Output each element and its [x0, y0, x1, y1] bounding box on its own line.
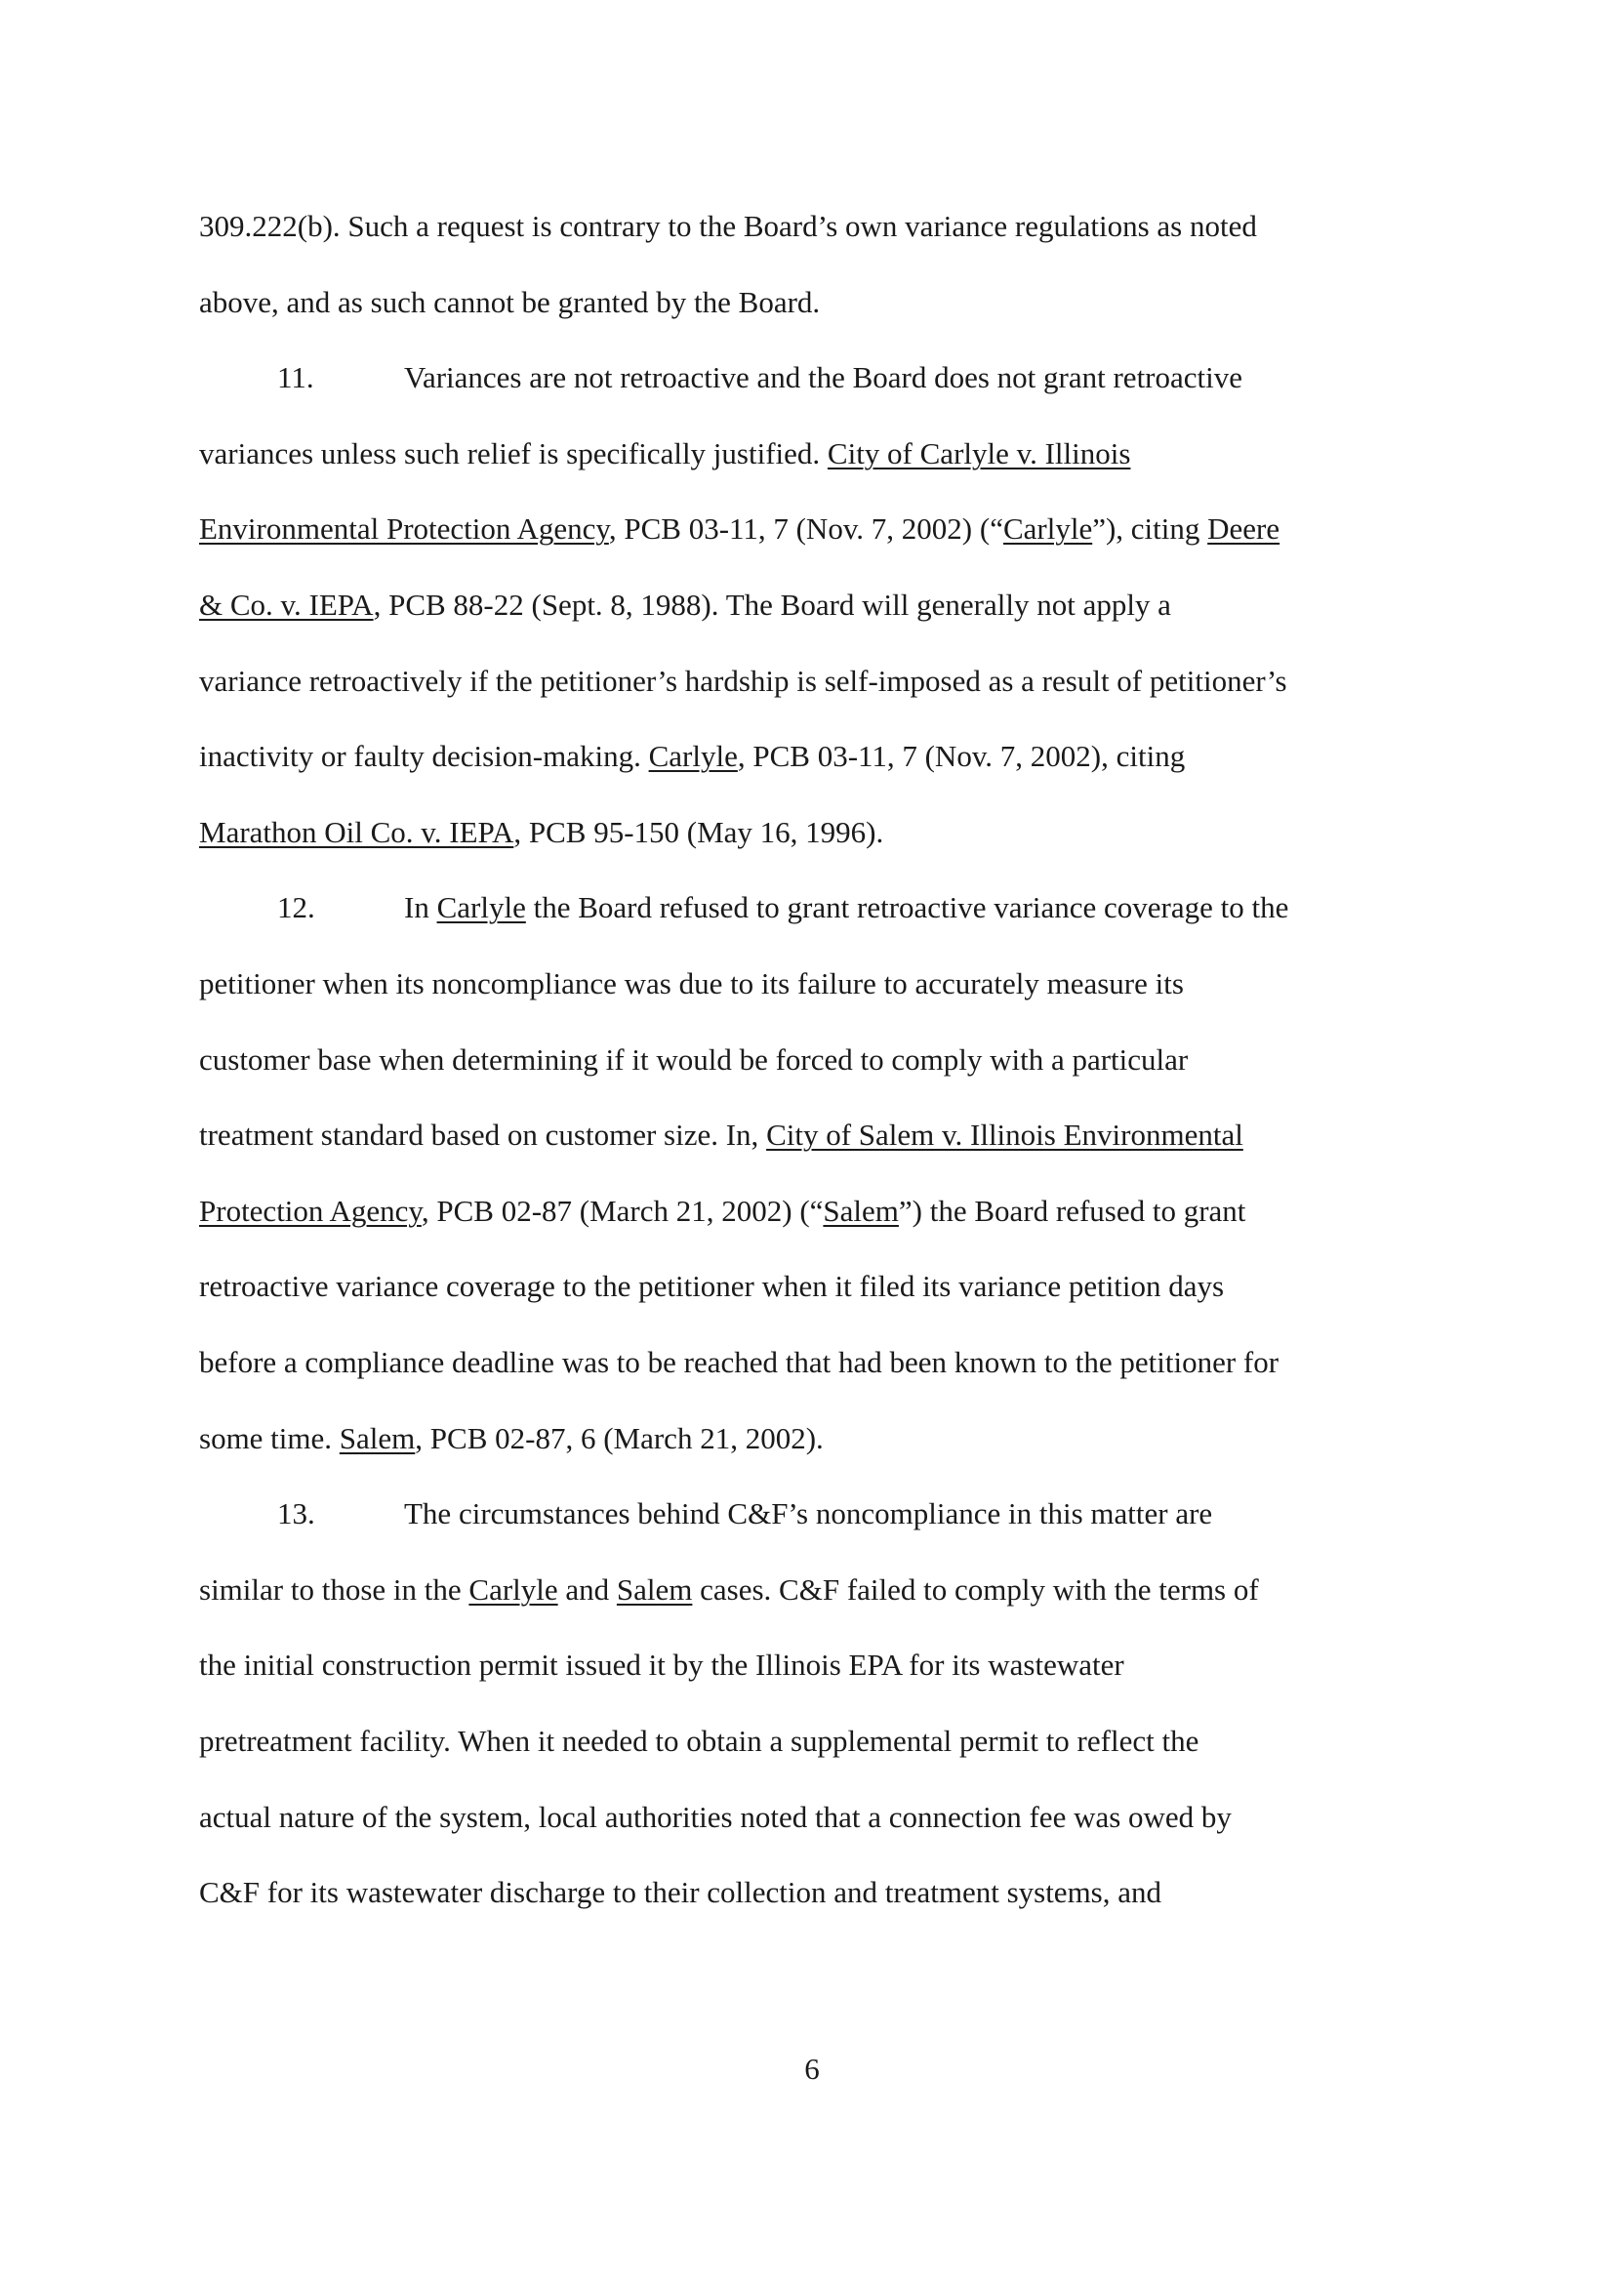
text-run: some time. — [199, 1421, 340, 1455]
case-citation: Carlyle — [1002, 511, 1093, 546]
document-page: 309.222(b). Such a request is contrary to the Board’s own variance regulations as noted above, and as such cannot be granted by the Board. 11. Variances are not retroactive and the Board does not grant retroactive variances unless such relief is specifically justified. City of Carlyle v. Illinois Environmental Protection Agency, PCB 03-11, 7 (Nov. 7, 2002) (“Carlyle”), citing Deere & Co. v. IEPA, PCB 88-22 (Sept. 8, 1988). The Board will generally not apply a variance retroactively if the petitioner’s hardship is self-imposed as a result of petitioner’s inactivity or faulty decision-making. Carlyle, PCB 03-11, 7 (Nov. 7, 2002), citing Marathon Oil Co. v. IEPA, PCB 95-150 (May 16, 1996). 12. In Carlyle the Board refused to grant retroactive variance coverage to the petitioner when its noncompliance was due to its failure to accurately measure its customer base when determining if it would be forced to comply with a particular treatment standard based on customer size. In, City of Salem v. Illinois Environmental Protection Agency, PCB 02-87 (March 21, 2002) (“Salem”) the Board refused to grant retroactive variance coverage to the petitioner when it filed its variance petition days before a compliance deadline was to be reached that had been known to the petitioner for some time. Salem, PCB 02-87, 6 (March 21, 2002). 13. The circumstances behind C&F’s noncompliance in this matter are similar to those in the Carlyle and Salem cases. C&F failed to comply with the terms of the initial construction permit issued it by the Illinois EPA for its wastewater pretreatment facility. When it needed to obtain a supplemental permit to reflect the actual nature of the system, local authorities noted that a connection fee was owed by C&F for its wastewater discharge to their collection and treatment systems, and 6 — [0, 0, 1624, 2282]
text-run: , PCB 03-11, 7 (Nov. 7, 2002), citing — [737, 739, 1186, 773]
case-citation: Protection Agency — [199, 1194, 422, 1228]
text-run: before a compliance deadline was to be reached that had been known to the petitioner for — [199, 1345, 1279, 1379]
page-number: 6 — [804, 2052, 820, 2086]
case-citation: City of Carlyle v. Illinois — [827, 436, 1131, 470]
text-line — [199, 964, 1184, 1003]
text-line — [199, 1116, 1243, 1155]
text-run: pretreatment facility. When it needed to obtain a supplemental permit to reflect the — [199, 1724, 1199, 1758]
text-run: 309.222(b). Such a request is contrary to the Board’s own variance regulations as noted — [199, 209, 1257, 243]
text-run: In — [404, 890, 437, 924]
case-citation: Marathon Oil Co. v. IEPA — [199, 815, 514, 849]
text-run: , PCB 95-150 (May 16, 1996). — [513, 815, 884, 849]
paragraph-text — [404, 888, 1288, 927]
text-run: inactivity or faulty decision-making. — [199, 739, 649, 773]
text-run: retroactive variance coverage to the petitioner when it filed its variance petition days — [199, 1269, 1225, 1303]
text-run: ”) the Board refused to grant — [898, 1194, 1246, 1228]
text-line — [199, 1798, 1232, 1837]
text-line — [199, 586, 1171, 625]
text-run: above, and as such cannot be granted by the Board. — [199, 285, 821, 319]
text-run: C&F for its wastewater discharge to their collection and treatment systems, and — [199, 1875, 1162, 1909]
text-run: The circumstances behind C&F’s noncompliance in this matter are — [404, 1496, 1213, 1530]
text-line — [199, 1267, 1224, 1306]
text-run: , PCB 02-87 (March 21, 2002) (“ — [421, 1194, 824, 1228]
text-line — [199, 813, 883, 852]
case-citation: Salem — [339, 1421, 416, 1455]
text-run: cases. C&F failed to comply with the terms of — [692, 1572, 1259, 1607]
case-citation: Salem — [616, 1572, 693, 1607]
case-citation: Environmental Protection Agency — [199, 511, 609, 546]
text-line — [199, 207, 1257, 246]
text-run: variance retroactively if the petitioner’s hardship is self-imposed as a result of petitioner’s — [199, 664, 1287, 698]
case-citation: Carlyle — [648, 739, 738, 773]
text-run: variances unless such relief is specifically justified. — [199, 436, 828, 470]
text-run: treatment standard based on customer size. In, — [199, 1118, 767, 1152]
text-line — [199, 737, 1185, 776]
text-run: the initial construction permit issued it by the Illinois EPA for its wastewater — [199, 1648, 1124, 1682]
text-run: , PCB 88-22 (Sept. 8, 1988). The Board will generally not apply a — [373, 588, 1171, 622]
case-citation: Carlyle — [468, 1572, 558, 1607]
paragraph-text — [404, 358, 1242, 397]
case-citation: Carlyle — [436, 890, 526, 924]
text-line — [199, 1646, 1124, 1685]
case-citation: Salem — [823, 1194, 899, 1228]
text-line — [199, 509, 1279, 549]
text-line — [199, 1570, 1259, 1610]
case-citation: City of Salem v. Illinois Environmental — [766, 1118, 1243, 1152]
case-citation: & Co. v. IEPA — [199, 588, 374, 622]
text-run: , PCB 03-11, 7 (Nov. 7, 2002) (“ — [608, 511, 1003, 546]
text-run: Variances are not retroactive and the Board does not grant retroactive — [404, 360, 1243, 394]
text-line — [199, 1040, 1188, 1080]
text-run: petitioner when its noncompliance was due to its failure to accurately measure its — [199, 966, 1184, 1000]
text-line — [199, 1722, 1198, 1761]
text-line — [199, 434, 1130, 473]
text-line — [199, 283, 820, 322]
text-run: and — [557, 1572, 617, 1607]
text-run: similar to those in the — [199, 1572, 469, 1607]
text-line — [199, 1343, 1279, 1382]
text-run: actual nature of the system, local authorities noted that a connection fee was owed by — [199, 1800, 1232, 1834]
case-citation: Deere — [1207, 511, 1280, 546]
text-run: the Board refused to grant retroactive variance coverage to the — [525, 890, 1289, 924]
text-line — [199, 1192, 1245, 1231]
paragraph-text — [404, 1494, 1212, 1533]
text-run: , PCB 02-87, 6 (March 21, 2002). — [415, 1421, 824, 1455]
text-line — [199, 1419, 824, 1458]
text-run: ”), citing — [1092, 511, 1208, 546]
text-line — [199, 662, 1287, 701]
text-run: customer base when determining if it would be forced to comply with a particular — [199, 1042, 1189, 1077]
text-line — [199, 1873, 1161, 1912]
